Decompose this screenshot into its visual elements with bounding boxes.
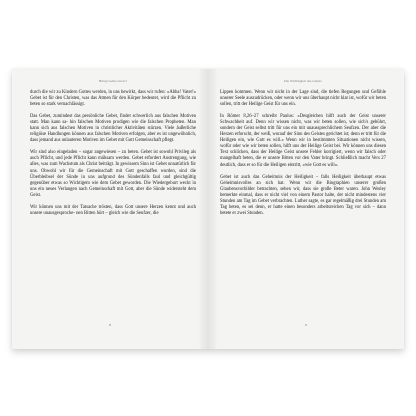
- body-paragraph: Lippen kommen. Wenn wir nicht in der Lage sind, die tiefen Regungen und Gefühle unserer Seele auszudrücken, oder wenn wir uns überhaupt nicht klar ist, wofür wir beten sollen, tritt der Heilige Geist für uns ein.: [220, 90, 386, 108]
- body-paragraph: Wir können uns mit der Tatsache trösten, dass Gott unsere Herzen kennt und auch unsere unausgesproche- nen Bitten hört – gleich wie die Seufzer, die: [30, 204, 196, 216]
- left-page: [12, 69, 208, 349]
- gutter-shadow: [208, 69, 218, 349]
- page-number-left: 8: [109, 323, 111, 327]
- gutter-shadow: [198, 69, 208, 349]
- body-paragraph: Wir sind also eingeladen – sogar angewiesen – zu beten. Gebet ist sowohl Privileg als auch Pflicht, und jede Pflicht kann mühsam werden. Gebet erfordert Anstrengung, wie alles, was zum Wachstum als Christ beiträgt. In gewissem Sinn ist Gebet unnatürlich für uns. Obwohl wir für die Gemeinschaft mit Gott geschaffen wurden, sind die Überbleibsel der Sünde in uns aufgrund des Sündenfalls faul und gleichgültig gegenüber etwas so Wichtigem wie dem Gebet geworden. Die Wiedergeburt weckt in uns ein neues Verlangen nach Gemeinschaft mit Gott, aber die Sünde widersteht dem Geist.: [30, 150, 196, 198]
- running-header-right: Die Wichtigkeit des Gebets: [284, 79, 322, 83]
- body-paragraph: Gebet ist auch das Geheimnis der Heiligkeit – falls Heiligkeit überhaupt etwas Geheimnisvolles an sich hat. Wenn wir die Biographien unserer großen Glaubensvorbilder betrachten, sehen wir, dass sie große Beter waren. John Wesley bemerkte einmal, dass er nicht viel von einem Pastor halte, der nicht mindestens vier Stunden am Tag im Gebet verbrachten. Luther sagte, es gar regelmäßig drei Stunden am Tag beten, es sei denn, er hatte einen besonders arbeitsreichen Tag vor sich – dann betete er zwei Stunden.: [220, 174, 386, 216]
- body-paragraph: durch die wir zu Kindern Gottes werden, in uns bewirkt, dass wir rufen: »Abba! Vater!« Gebet ist für den Christen, was das Atmen für den Körper bedeutet, wird die Pflicht zu beten so stark vernachlässigt.: [30, 90, 196, 108]
- body-paragraph: In Römer 8,26–27 schreibt Paulus: »Desgleichen hilft auch der Geist unserer Schwachheit auf. Denn wir wissen nicht, was wir beten sollen, wie sich's gebührt, sondern der Geist selbst tritt für uns ein mit unaussprechlichem Seufzen. Der aber die Herzen erforscht, der weiß, worauf der Sinn des Geistes gerichtet ist; denn er tritt für die Heiligen ein, wie Gott es will.« Wenn wir in bestimmten Situationen nicht wissen, wofür oder wie wir beten sollen, hilft uns der Heilige Geist bei. Wir können uns diesen Text schlicken, dass der Heilige Geist unsere Fehler korrigiert, wenn wir falsch oder mangelhaft beten, die er unsere Bitten vor den Vater bringt. Schließlich macht Vers 27 deutlich, dass er so für die Heiligen eintritt, »wie Gott es will«.: [220, 114, 386, 168]
- right-page: [208, 69, 404, 349]
- book-spread: [12, 69, 404, 349]
- body-paragraph: Das Gebet, zumindest das persönliche Gebet, findet schwerlich aus falschen Motiven statt. Man kann sa- hin falschen Motiven prodigen wie die falschen Propheten. Man kann sich aus falschen Motiven in christlicher Aktivitäten stürzen. Viele äußerliche religiöse Handlungen können aus falschen Motiven erfolgen, aber es ist ungewöhnlich, dass jemand aus unlauteren Motiven im Gebet mit Gott Gemeinschaft pflegt.: [30, 114, 196, 144]
- running-header-left: Bringt Gebet etwas?: [99, 79, 127, 83]
- page-number-right: 9: [305, 323, 307, 327]
